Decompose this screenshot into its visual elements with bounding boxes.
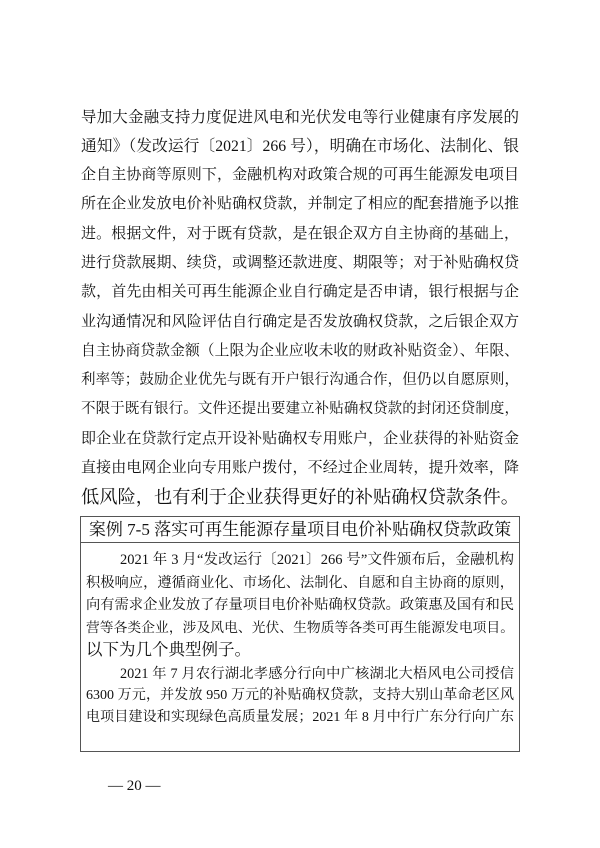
- body-line: 所在企业发放电价补贴确权贷款，并制定了相应的配套措施予以推: [81, 196, 519, 212]
- body-line: 即企业在贷款行定点开设补贴确权专用账户，企业获得的补贴资金: [81, 431, 519, 447]
- case-line: 电项目建设和实现绿色高质量发展；2021 年 8 月中行广东分行向广东: [86, 710, 514, 725]
- body-line: 导加大金融支持力度促进风电和光伏发电等行业健康有序发展的: [81, 109, 519, 126]
- case-line: 积极响应，遵循商业化、市场化、法制化、自愿和自主协商的原则，: [86, 575, 514, 591]
- body-line: 进。根据文件，对于既有贷款，是在银企双方自主协商的基础上，: [81, 226, 519, 242]
- body-line: 利率等；鼓励企业优先与既有开户银行沟通合作，但仍以自愿原则，: [81, 372, 519, 388]
- body-line: 自主协商贷款金额（上限为企业应收未收的财政补贴资金）、年限、: [81, 343, 519, 359]
- body-line: 直接由电网企业向专用账户拨付，不经过企业周转，提升效率，降: [81, 460, 519, 476]
- body-line: 进行贷款展期、续贷，或调整还款进度、期限等；对于补贴确权贷: [81, 255, 519, 271]
- case-line: 2021 年 7 月农行湖北孝感分行向中广核湖北大梧风电公司授信: [120, 666, 514, 682]
- body-line: 低风险，也有利于企业获得更好的补贴确权贷款条件。: [81, 487, 519, 507]
- body-line: 款，首先由相关可再生能源企业自行确定是否申请，银行根据与企: [81, 284, 519, 300]
- body-line: 不限于既有银行。文件还提出要建立补贴确权贷款的封闭还贷制度，: [81, 401, 519, 417]
- body-line: 通知》（发改运行〔2021〕266 号），明确在市场化、法制化、银: [81, 138, 519, 155]
- case-line: 以下为几个典型例子。: [86, 640, 251, 659]
- case-line: 6300 万元，并发放 950 万元的补贴确权贷款，支持大别山革命老区风: [86, 688, 514, 703]
- case-line: 向有需求企业发放了存量项目电价补贴确权贷款。政策惠及国有和民: [86, 597, 514, 613]
- body-line: 业沟通情况和风险评估自行确定是否发放确权贷款，之后银企双方: [81, 314, 519, 330]
- page-number: — 20 —: [108, 778, 161, 794]
- case-line: 2021 年 3 月“发改运行〔2021〕266 号”文件颁布后，金融机构: [120, 552, 514, 568]
- body-line: 企自主协商等原则下，金融机构对政策合规的可再生能源发电项目: [81, 167, 519, 183]
- case-line: 营等各类企业，涉及风电、光伏、生物质等各类可再生能源发电项目。: [86, 620, 514, 635]
- case-box-title: 案例 7-5 落实可再生能源存量项目电价补贴确权贷款政策: [81, 517, 519, 543]
- case-box: [80, 516, 520, 752]
